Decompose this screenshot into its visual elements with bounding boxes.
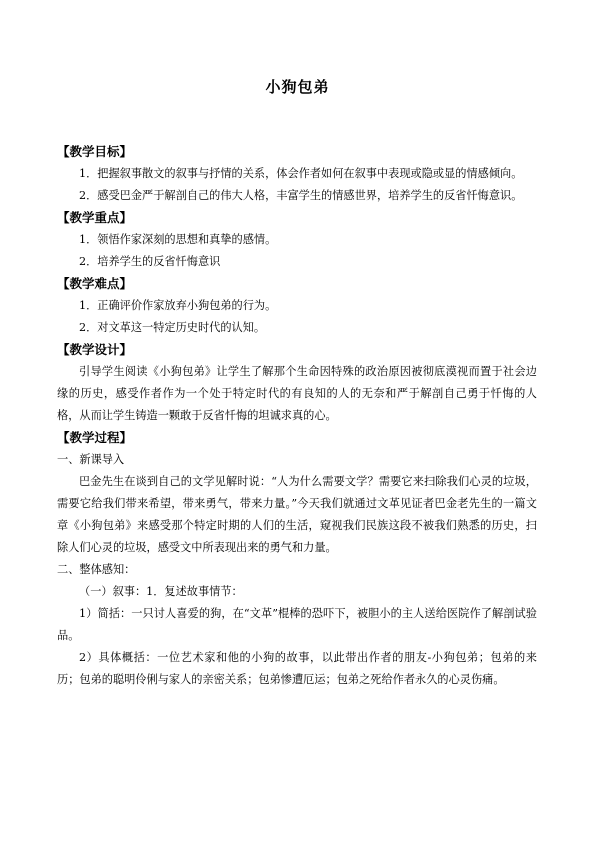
goal-item-1: 1．把握叙事散文的叙事与抒情的关系，体会作者如何在叙事中表现或隐或显的情感倾向。: [79, 167, 523, 180]
key-point-item-1: 1．领悟作家深刻的思想和真挚的感情。: [79, 233, 277, 246]
section-heading-process: 【教学过程】: [57, 430, 133, 445]
goal-item-2: 2．感受巴金严于解剖自己的伟大人格，丰富学生的情感世界，培养学生的反省忏悔意识。: [79, 189, 523, 202]
process-section-2-title: 二、整体感知：: [57, 563, 136, 576]
design-paragraph: 引导学生阅读《小狗包弟》让学生了解那个生命因特殊的政治原因被彻底漠视而置于社会边缘的历史，感受作者作为一个处于特定时代的有良知的人的无奈和严于解剖自己勇于忏悔的人格，从而让学生铸造一颗敢于反省忏悔的坦诚求真的心。: [57, 365, 537, 422]
process-section-1-paragraph: 巴金先生在谈到自己的文学见解时说：“人为什么需要文学？需要它来扫除我们心灵的垃圾，需要它给我们带来希望，带来勇气，带来力量。”今天我们就通过文革见证者巴金老先生的一篇文章《小狗包弟》来感受那个特定时期的人们的生活，窥视我们民族这段不被我们熟悉的历史，扫除人们心灵的垃圾，感受文中所表现出来的勇气和力量。: [57, 475, 537, 554]
document-title: 小狗包弟: [265, 78, 330, 96]
document-body: [57, 141, 537, 691]
difficulty-item-2: 2．对文革这一特定历史时代的认知。: [79, 321, 266, 334]
section-heading-goals: 【教学目标】: [57, 144, 133, 159]
process-point-1: 1）简括：一只讨人喜爱的狗，在“文革”棍棒的恐吓下，被胆小的主人送给医院作了解剖试验品。: [57, 607, 537, 642]
difficulty-item-1: 1．正确评价作家放弃小狗包弟的行为。: [79, 299, 277, 312]
process-point-2: 2）具体概括：一位艺术家和他的小狗的故事，以此带出作者的朋友-小狗包弟；包弟的来历；包弟的聪明伶俐与家人的亲密关系；包弟惨遭厄运；包弟之死给作者永久的心灵伤痛。: [57, 651, 537, 686]
key-point-item-2: 2．培养学生的反省忏悔意识: [79, 255, 221, 268]
section-heading-key-points: 【教学重点】: [57, 210, 133, 225]
process-section-1-title: 一、新课导入: [57, 453, 125, 466]
process-subsection-1-title: （一）叙事：1．复述故事情节：: [79, 585, 243, 598]
section-heading-design: 【教学设计】: [57, 342, 133, 357]
section-heading-difficulties: 【教学难点】: [57, 276, 133, 291]
